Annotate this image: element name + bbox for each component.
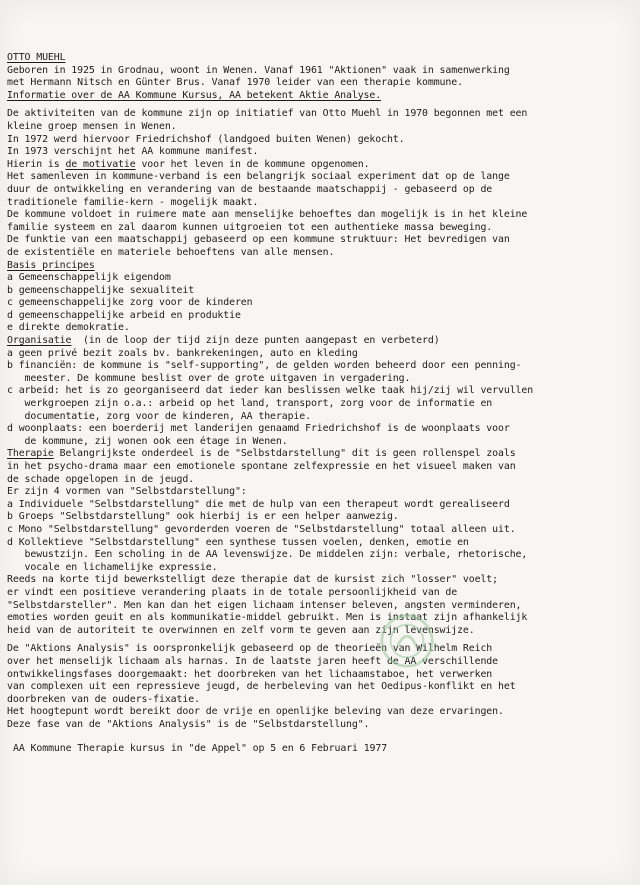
text-line: van complexen uit een repressieve jeugd, de herbeleving van het Oedipus-konflikt en het <box>7 681 516 693</box>
list-item: b gemeenschappelijke sexualiteit <box>7 284 195 296</box>
text-line: b Groeps "Selbstdarstellung" ook hierbij is er een helper aanwezig. <box>7 511 399 523</box>
text-line: emoties worden geuit en als kommunikatie-middel gebruikt. Men is instaat zijn afhankelijk <box>7 612 528 624</box>
author-heading: OTTO MUEHL <box>7 52 66 63</box>
basis-list <box>7 272 633 335</box>
list-item: meester. De kommune beslist over de grote uitgaven in vergadering. <box>7 372 411 384</box>
body-block-1 <box>7 108 633 158</box>
text-line: ontwikkelingsfases doorgemaakt: het doorbreken van het lichaamstaboe, het verwerken <box>7 668 493 680</box>
text-line: d Kollektieve "Selbstdarstellung" een synthese tussen voelen, denken, emotie en <box>7 536 469 548</box>
text-line: traditionele familie-kern - mogelijk maakt. <box>7 196 259 208</box>
list-item: c gemeenschappelijke zorg voor de kinderen <box>7 297 253 309</box>
text-line: a Individuele "Selbstdarstellung" die met de hulp van een therapeut wordt gerealiseerd <box>7 498 510 510</box>
motivatie-underlined: de motivatie <box>65 158 136 170</box>
document-text <box>7 52 633 756</box>
body-block-2 <box>7 171 633 259</box>
list-item: documentatie, zorg voor de kinderen, AA therapie. <box>7 410 311 422</box>
text-line: De aktiviteiten van de kommune zijn op initiatief van Otto Muehl in 1970 begonnen met een <box>7 108 528 120</box>
info-title: Informatie over de AA Kommune Kursus, AA betekent Aktie Analyse. <box>7 89 382 101</box>
therapie-title: Therapie <box>7 448 54 460</box>
text-line: De kommune voldoet in ruimere mate aan menselijke behoeftes dan mogelijk is in het kleine <box>7 209 528 221</box>
text-line: Reeds na korte tijd bewerkstelligt deze therapie dat de kursist zich "losser" voelt; <box>7 574 499 586</box>
text-line: doorbreken van de ouders-fixatie. <box>7 693 200 705</box>
intro-block <box>7 65 633 90</box>
text-line: De funktie van een maatschappij gebaseerd op een kommune struktuur: Het bevredigen van <box>7 234 510 246</box>
org-list <box>7 348 633 449</box>
text-line: bewustzijn. Een scholing in de AA levenswijze. De middelen zijn: verbale, rhetorische, <box>7 549 528 561</box>
list-item: d gemeenschappelijke arbeid en produktie <box>7 309 241 321</box>
motivatie-line: Hierin is de motivatie voor het leven in de kommune opgenomen. <box>7 158 370 170</box>
text-line: In 1972 werd hiervoor Friedrichshof (landgoed buiten Wenen) gekocht. <box>7 133 405 145</box>
text-line: in het psycho-drama maar een emotionele spontane zelfexpressie en het visueel maken van <box>7 461 516 472</box>
text-line: er vindt een positieve verandering plaats in de totale persoonlijkheid van de <box>7 586 458 598</box>
list-item: a Gemeenschappelijk eigendom <box>7 272 171 284</box>
text-line: over het menselijk lichaam als harnas. In de laatste jaren heeft de AA verschillende <box>7 655 499 667</box>
therapie-intro: Belangrijkste onderdeel is de "Selbstdarstellung" dit is geen rollenspel zoals <box>53 448 516 460</box>
text-line: vocale en lichamelijke expressie. <box>7 561 218 573</box>
text-line: de existentiële en materiele behoeftens van alle mensen. <box>7 246 335 258</box>
list-item: de kommune, zij wonen ook een étage in Wenen. <box>7 435 288 447</box>
text-line: Deze fase van de "Aktions Analysis" is de "Selbstdarstellung". <box>7 718 370 730</box>
text-line: Geboren in 1925 in Grodnau, woont in Wenen. Vanaf 1961 "Aktionen" vaak in samenwerking <box>7 64 510 76</box>
text-line: familie systeem en zal daarom kunnen uitgroeien tot een authentieke massa beweging. <box>7 221 493 233</box>
org-heading-line <box>7 335 633 348</box>
org-note: (in de loop der tijd zijn deze punten aangepast en verbeterd) <box>71 335 440 347</box>
text-line: duur de ontwikkeling en verandering van de bestaande maatschappij - gebaseerd op de <box>7 183 493 195</box>
text-line: Het samenleven in kommune-verband is een belangrijk sociaal experiment dat op de lange <box>7 171 510 183</box>
list-item: werkgroepen zijn o.a.: arbeid op het land, transport, zorg voor de informatie en <box>7 398 493 410</box>
stamp-icon <box>378 612 436 670</box>
basis-title: Basis principes <box>7 259 95 271</box>
list-item: d woonplaats: een boerderij met landerijen genaamd Friedrichshof is de woonplaats voor <box>7 423 510 435</box>
text-line: In 1973 verschijnt het AA kommune manifest. <box>7 146 259 158</box>
final-block <box>7 643 633 731</box>
text-line: "Selbstdarsteller". Men kan dan het eigen lichaam intenser beleven, angsten verminderen, <box>7 599 522 611</box>
text-line: heid van de autoriteit te overwinnen en zelf vorm te geven aan zijn levenswijze. <box>7 624 475 636</box>
footer-line: AA Kommune Therapie kursus in "de Appel" op 5 en 6 Februari 1977 <box>13 743 388 755</box>
text-line: c Mono "Selbstdarstellung" gevorderden voeren de "Selbstdarstellung" totaal alleen uit. <box>7 523 516 535</box>
text-line: Er zijn 4 vormen van "Selbstdarstellung": <box>7 486 247 498</box>
therapie-block <box>7 461 633 637</box>
text-line: met Hermann Nitsch en Günter Brus. Vanaf 1970 leider van een therapie kommune. <box>7 77 463 89</box>
therapie-heading-line <box>7 448 633 461</box>
text-line: De "Aktions Analysis" is oorspronkelijk gebaseerd op de theorieën van Wilhelm Reich <box>7 643 493 655</box>
text-line: kleine groep mensen in Wenen. <box>7 120 177 132</box>
list-item: a geen privé bezit zoals bv. bankrekeningen, auto en kleding <box>7 347 358 359</box>
text-line: Het hoogtepunt wordt bereikt door de vrije en openlijke beleving van deze ervaringen. <box>7 706 504 718</box>
list-item: b financiën: de kommune is "self-supporting", de gelden worden beheerd door een penning- <box>7 360 522 372</box>
list-item: c arbeid: het is zo georganiseerd dat ieder kan beslissen welke taak hij/zij wil vervullen <box>7 385 534 397</box>
list-item: e direkte demokratie. <box>7 322 130 334</box>
text-line: de schade opgelopen in de jeugd. <box>7 473 195 485</box>
org-title: Organisatie <box>7 335 72 347</box>
